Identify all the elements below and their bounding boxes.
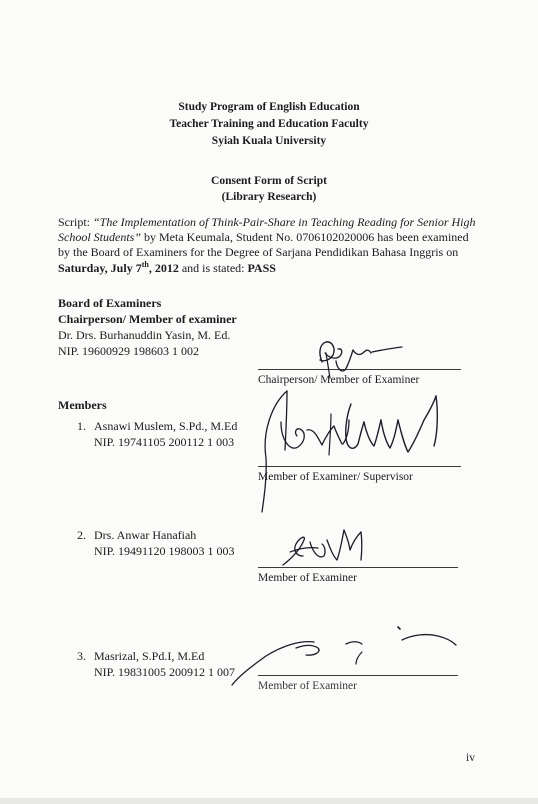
member-2-number: 2. — [77, 528, 86, 542]
member-3-nip: NIP. 19831005 200912 1 007 — [94, 665, 236, 679]
faculty-name: Teacher Training and Education Faculty — [169, 118, 369, 130]
stated-text: and is stated: — [178, 261, 248, 275]
university-name: Syiah Kuala University — [211, 135, 327, 147]
page-bottom-edge — [0, 798, 538, 804]
member-1-number: 1. — [77, 419, 86, 433]
script-title-part2: School Students” — [58, 230, 141, 244]
script-title-part1: “The Implementation of Think-Pair-Share in Teaching Reading for Senior High — [93, 215, 476, 229]
member-2-signature-label: Member of Examiner — [258, 572, 357, 584]
member-3-signature-label: Member of Examiner — [258, 680, 357, 692]
exam-date: Saturday, July 7th, 2012 — [58, 260, 179, 275]
member-1-name: Asnawi Muslem, S.Pd., M.Ed — [94, 419, 238, 433]
chair-signature — [320, 342, 402, 378]
member-3-name: Masrizal, S.Pd.I, M.Ed — [94, 649, 205, 663]
script-by-text: by Meta Keumala, Student No. 0706102020006 has been examined — [141, 230, 469, 244]
member-2-name: Drs. Anwar Hanafiah — [94, 528, 197, 542]
page-number: iv — [466, 752, 475, 764]
form-subtitle: (Library Research) — [221, 191, 317, 203]
board-heading: Board of Examiners — [58, 296, 162, 310]
chair-heading: Chairperson/ Member of examiner — [58, 312, 237, 326]
program-name: Study Program of English Education — [178, 101, 360, 113]
members-heading: Members — [58, 398, 107, 412]
member-2-nip: NIP. 19491120 198003 1 003 — [94, 544, 235, 558]
exam-result: PASS — [247, 261, 276, 275]
member-3-signature — [232, 627, 456, 685]
member-1-signature — [262, 391, 437, 512]
chair-signature-label: Chairperson/ Member of Examiner — [258, 374, 420, 386]
script-label: Script: — [58, 215, 90, 229]
script-line-3: by the Board of Examiners for the Degree of Sarjana Pendidikan Bahasa Inggris on — [58, 245, 459, 259]
chair-nip: NIP. 19600929 198603 1 002 — [58, 344, 200, 358]
member-1-nip: NIP. 19741105 200112 1 003 — [94, 435, 235, 449]
chair-name: Dr. Drs. Burhanuddin Yasin, M. Ed. — [58, 328, 231, 342]
form-title: Consent Form of Script — [211, 175, 327, 187]
member-2-signature — [283, 530, 362, 565]
member-3-number: 3. — [77, 649, 86, 663]
member-1-signature-label: Member of Examiner/ Supervisor — [258, 471, 413, 483]
